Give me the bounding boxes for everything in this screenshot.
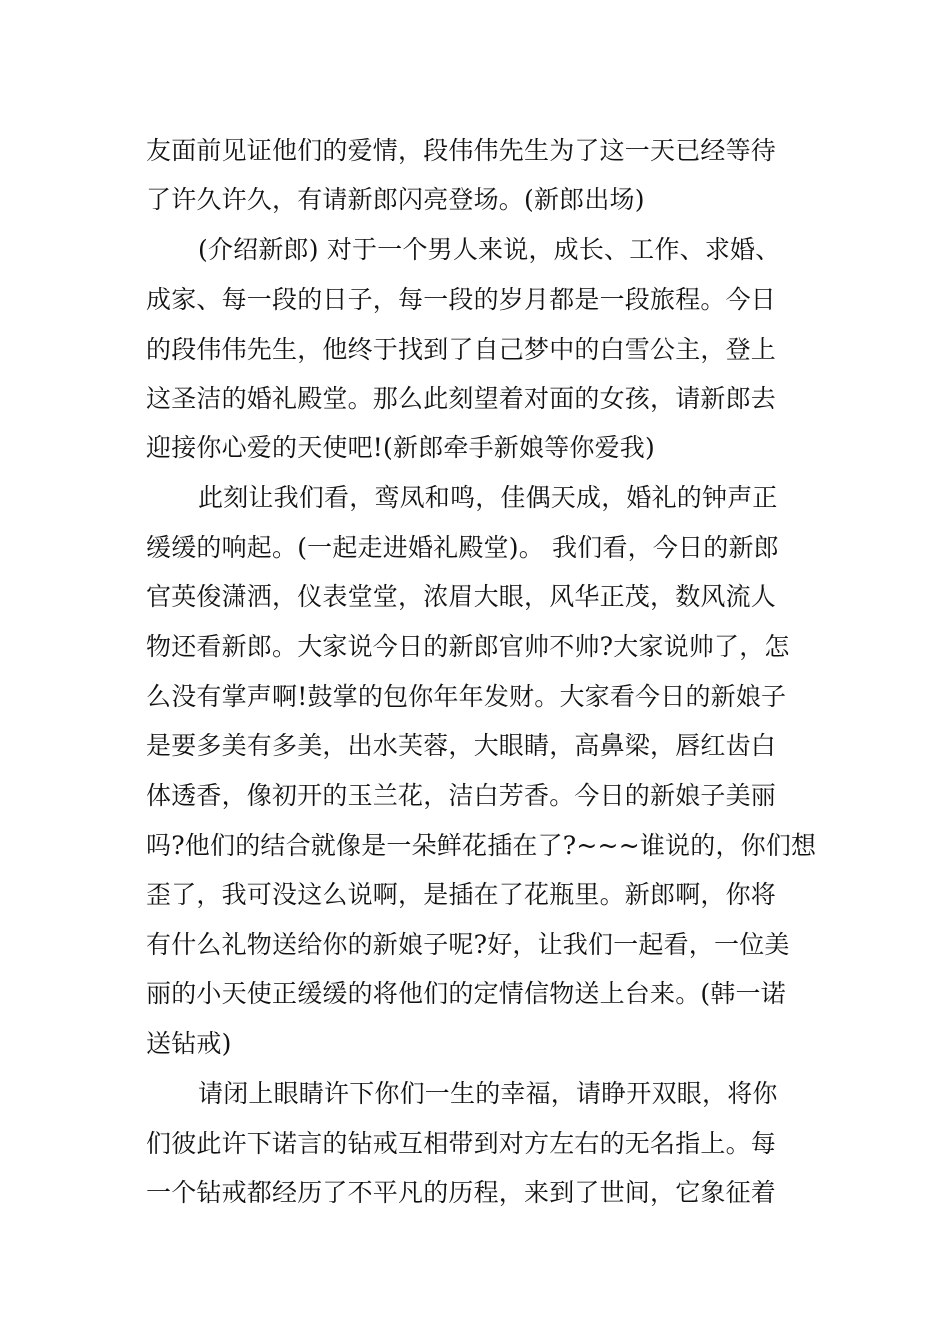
text-line: 一个钻戒都经历了不平凡的历程，来到了世间，它象征着 — [146, 1178, 777, 1207]
paragraph-start-line: (介绍新郎) 对于一个男人来说，成长、工作、求婚、 — [198, 235, 781, 264]
text-line: 了许久许久，有请新郎闪亮登场。(新郎出场) — [146, 185, 645, 214]
paragraph-start-line: 此刻让我们看，鸾凤和鸣，佳偶天成，婚礼的钟声正 — [198, 483, 778, 512]
text-line: 么没有掌声啊!鼓掌的包你年年发财。大家看今日的新娘子 — [146, 682, 787, 711]
text-line: 的段伟伟先生，他终于找到了自己梦中的白雪公主，登上 — [146, 335, 777, 364]
text-line: 歪了，我可没这么说啊，是插在了花瓶里。新郎啊，你将 — [146, 880, 777, 909]
text-line: 物还看新郎。大家说今日的新郎官帅不帅?大家说帅了，怎 — [146, 632, 790, 661]
text-line: 缓缓的响起。(一起走进婚礼殿堂)。 我们看，今日的新郎 — [146, 533, 779, 562]
text-line: 送钻戒) — [146, 1029, 232, 1058]
text-line: 官英俊潇洒，仪表堂堂，浓眉大眼，风华正茂，数风流人 — [146, 582, 777, 611]
paragraph-start-line: 请闭上眼睛许下你们一生的幸福，请睁开双眼，将你 — [198, 1079, 778, 1108]
text-line: 这圣洁的婚礼殿堂。那么此刻望着对面的女孩，请新郎去 — [146, 384, 777, 413]
text-line: 有什么礼物送给你的新娘子呢?好，让我们一起看，一位美 — [146, 930, 790, 959]
text-line: 是要多美有多美，出水芙蓉，大眼睛，高鼻梁，唇红齿白 — [146, 731, 777, 760]
text-line: 丽的小天使正缓缓的将他们的定情信物送上台来。(韩一诺 — [146, 979, 786, 1008]
text-line: 友面前见证他们的爱情，段伟伟先生为了这一天已经等待 — [146, 136, 777, 165]
text-line: 吗?他们的结合就像是一朵鲜花插在了?~~~谁说的，你们想 — [146, 831, 817, 860]
text-line: 们彼此许下诺言的钻戒互相带到对方左右的无名指上。每 — [146, 1129, 777, 1158]
text-line: 成家、每一段的日子，每一段的岁月都是一段旅程。今日 — [146, 285, 777, 314]
text-line: 迎接你心爱的天使吧!(新郎牵手新娘等你爱我) — [146, 433, 655, 462]
text-line: 体透香，像初开的玉兰花，洁白芳香。今日的新娘子美丽 — [146, 781, 777, 810]
